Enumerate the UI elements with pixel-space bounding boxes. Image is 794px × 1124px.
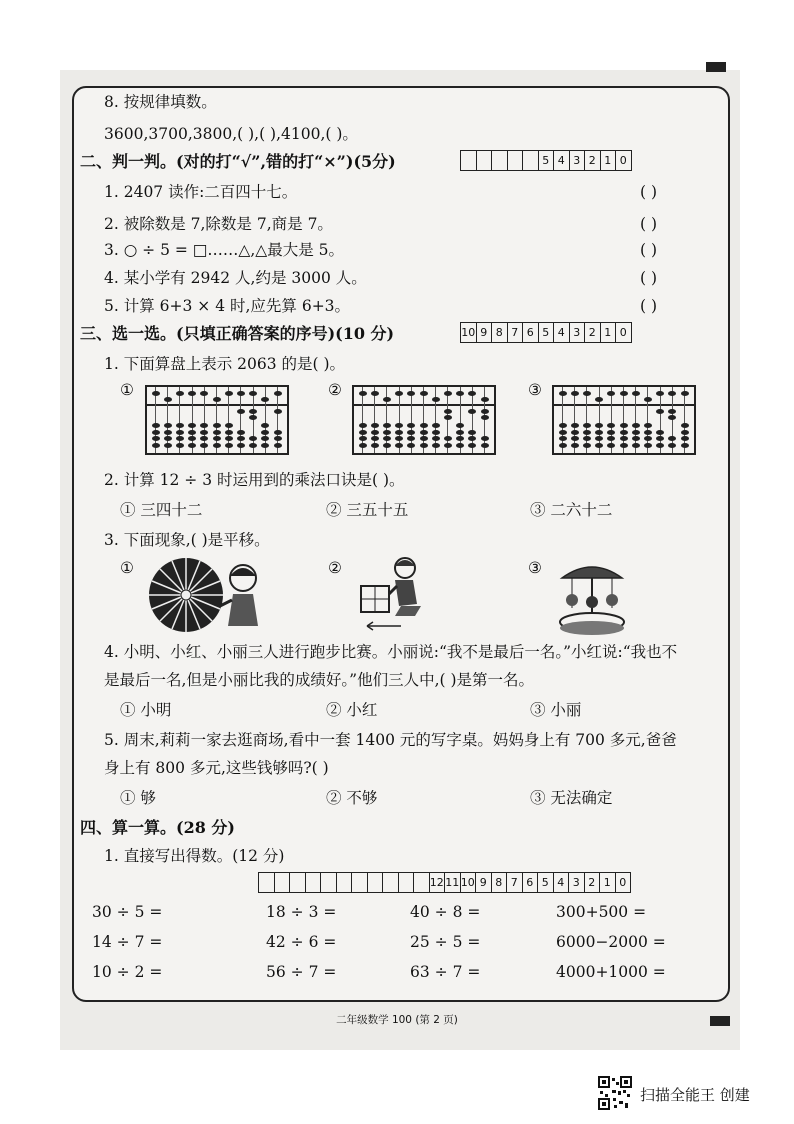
abacus-bead bbox=[164, 443, 172, 448]
option-label: ② bbox=[328, 559, 342, 577]
q3-5-option-3: ③ 无法确定 bbox=[530, 789, 613, 807]
abacus-bead bbox=[383, 430, 391, 435]
abacus-bead bbox=[559, 423, 567, 428]
section3-title: 三、选一选。(只填正确答案的序号)(10 分) bbox=[80, 324, 395, 343]
abacus-bead bbox=[620, 436, 628, 441]
abacus-bead bbox=[237, 436, 245, 441]
abacus-bead bbox=[481, 397, 489, 402]
wheel-illustration bbox=[148, 554, 268, 636]
abacus-bead bbox=[395, 430, 403, 435]
q3-4-option-1: ① 小明 bbox=[120, 701, 172, 719]
abacus-bead bbox=[456, 430, 464, 435]
abacus-bead bbox=[213, 397, 221, 402]
abacus-bead bbox=[164, 430, 172, 435]
abacus-bead bbox=[468, 436, 476, 441]
abacus-bead bbox=[176, 430, 184, 435]
abacus-bead bbox=[395, 443, 403, 448]
abacus-bead bbox=[668, 443, 676, 448]
q3-4-line2: 是最后一名,但是小丽比我的成绩好。”他们三人中,( )是第一名。 bbox=[104, 671, 535, 689]
abacus-bead bbox=[213, 430, 221, 435]
q3-5-option-1: ① 够 bbox=[120, 789, 156, 807]
judge-item-5: 5. 计算 6+3 × 4 时,应先算 6+3。 bbox=[104, 297, 351, 315]
abacus-bead bbox=[571, 436, 579, 441]
abacus-bead bbox=[395, 391, 403, 396]
abacus-bead bbox=[681, 391, 689, 396]
q3-5-option-2: ② 不够 bbox=[326, 789, 378, 807]
abacus-bead bbox=[188, 423, 196, 428]
abacus-bead bbox=[632, 423, 640, 428]
calc-item: 25 ÷ 5 = bbox=[410, 933, 481, 951]
abacus-3 bbox=[552, 385, 696, 455]
calc-item: 14 ÷ 7 = bbox=[92, 933, 163, 951]
abacus-bead bbox=[583, 436, 591, 441]
abacus-bead bbox=[176, 391, 184, 396]
q8-sequence: 3600,3700,3800,( ),( ),4100,( )。 bbox=[104, 125, 358, 143]
abacus-bead bbox=[407, 443, 415, 448]
calc-item: 56 ÷ 7 = bbox=[266, 963, 337, 981]
abacus-bead bbox=[225, 443, 233, 448]
option-label: ① bbox=[120, 559, 134, 577]
abacus-bead bbox=[632, 443, 640, 448]
abacus-bead bbox=[420, 430, 428, 435]
section4-sub1: 1. 直接写出得数。(12 分) bbox=[104, 847, 285, 865]
abacus-bead bbox=[456, 423, 464, 428]
abacus-bead bbox=[176, 423, 184, 428]
qr-code-icon bbox=[598, 1076, 632, 1110]
abacus-bead bbox=[432, 397, 440, 402]
abacus-bead bbox=[481, 436, 489, 441]
abacus-bead bbox=[237, 443, 245, 448]
abacus-bead bbox=[395, 423, 403, 428]
section4-score-box: 12 11 10 9 8 7 6 5 4 3 2 1 0 bbox=[258, 872, 631, 893]
abacus-bead bbox=[225, 423, 233, 428]
judge-item-2: 2. 被除数是 7,除数是 7,商是 7。 bbox=[104, 215, 333, 233]
calc-item: 300+500 = bbox=[556, 903, 647, 921]
calc-item: 6000−2000 = bbox=[556, 933, 666, 951]
abacus-bead bbox=[261, 397, 269, 402]
abacus-bead bbox=[383, 443, 391, 448]
abacus-bead bbox=[359, 443, 367, 448]
abacus-bead bbox=[432, 430, 440, 435]
abacus-bead bbox=[188, 436, 196, 441]
option-label: ③ bbox=[528, 559, 542, 577]
q3-2-text: 2. 计算 12 ÷ 3 时运用到的乘法口诀是( )。 bbox=[104, 471, 405, 489]
abacus-bead bbox=[237, 391, 245, 396]
abacus-bead bbox=[383, 397, 391, 402]
abacus-bead bbox=[632, 430, 640, 435]
calc-item: 4000+1000 = bbox=[556, 963, 666, 981]
abacus-bead bbox=[571, 430, 579, 435]
calc-item: 10 ÷ 2 = bbox=[92, 963, 163, 981]
abacus-bead bbox=[188, 391, 196, 396]
abacus-bead bbox=[644, 443, 652, 448]
abacus-bead bbox=[668, 391, 676, 396]
answer-paren[interactable]: ( ) bbox=[640, 269, 658, 287]
scanner-brand-text: 扫描全能王 创建 bbox=[640, 1086, 750, 1104]
abacus-bead bbox=[432, 436, 440, 441]
abacus-bead bbox=[261, 443, 269, 448]
calc-item: 30 ÷ 5 = bbox=[92, 903, 163, 921]
q3-4-option-2: ② 小红 bbox=[326, 701, 378, 719]
abacus-bead bbox=[481, 443, 489, 448]
abacus-bead bbox=[644, 423, 652, 428]
abacus-bead bbox=[583, 423, 591, 428]
abacus-bead bbox=[583, 391, 591, 396]
abacus-bead bbox=[225, 391, 233, 396]
abacus-bead bbox=[681, 423, 689, 428]
option-label: ① bbox=[120, 381, 134, 399]
abacus-bead bbox=[559, 430, 567, 435]
abacus-bead bbox=[656, 391, 664, 396]
registration-mark-top bbox=[706, 62, 726, 72]
abacus-bead bbox=[420, 423, 428, 428]
option-label: ③ bbox=[528, 381, 542, 399]
abacus-bead bbox=[359, 436, 367, 441]
q8-title: 8. 按规律填数。 bbox=[104, 93, 217, 111]
abacus-bead bbox=[200, 443, 208, 448]
carousel-illustration bbox=[556, 556, 628, 638]
abacus-bead bbox=[200, 436, 208, 441]
abacus-bead bbox=[395, 436, 403, 441]
abacus-bead bbox=[595, 443, 603, 448]
abacus-bead bbox=[152, 423, 160, 428]
abacus-bead bbox=[176, 436, 184, 441]
abacus-bead bbox=[571, 443, 579, 448]
abacus-bead bbox=[261, 423, 269, 428]
abacus-bead bbox=[632, 436, 640, 441]
abacus-bead bbox=[644, 436, 652, 441]
abacus-bead bbox=[444, 415, 452, 420]
abacus-bead bbox=[595, 423, 603, 428]
answer-paren[interactable]: ( ) bbox=[640, 183, 658, 201]
abacus-bead bbox=[164, 397, 172, 402]
abacus-bead bbox=[200, 391, 208, 396]
abacus-bead bbox=[583, 443, 591, 448]
q3-2-option-1: ① 三四十二 bbox=[120, 501, 203, 519]
abacus-bead bbox=[225, 430, 233, 435]
abacus-bead bbox=[620, 430, 628, 435]
abacus-bead bbox=[237, 430, 245, 435]
abacus-bead bbox=[237, 409, 245, 414]
answer-paren[interactable]: ( ) bbox=[640, 297, 658, 315]
judge-item-3: 3. ○ ÷ 5 = □……△,△最大是 5。 bbox=[104, 241, 344, 259]
abacus-1 bbox=[145, 385, 289, 455]
abacus-bead bbox=[420, 436, 428, 441]
abacus-bead bbox=[456, 391, 464, 396]
abacus-bead bbox=[152, 443, 160, 448]
abacus-bead bbox=[164, 423, 172, 428]
abacus-bead bbox=[468, 391, 476, 396]
calc-item: 40 ÷ 8 = bbox=[410, 903, 481, 921]
abacus-bead bbox=[656, 430, 664, 435]
abacus-bead bbox=[668, 409, 676, 414]
abacus-bead bbox=[668, 436, 676, 441]
abacus-bead bbox=[559, 391, 567, 396]
abacus-bead bbox=[407, 391, 415, 396]
abacus-bead bbox=[432, 443, 440, 448]
abacus-bead bbox=[681, 443, 689, 448]
abacus-bead bbox=[444, 443, 452, 448]
calc-item: 42 ÷ 6 = bbox=[266, 933, 337, 951]
judge-item-1: 1. 2407 读作:二百四十七。 bbox=[104, 183, 298, 201]
abacus-bead bbox=[249, 409, 257, 414]
abacus-bead bbox=[481, 415, 489, 420]
abacus-bead bbox=[371, 436, 379, 441]
abacus-bead bbox=[607, 436, 615, 441]
abacus-bead bbox=[188, 443, 196, 448]
abacus-bead bbox=[152, 430, 160, 435]
abacus-bead bbox=[607, 391, 615, 396]
abacus-bead bbox=[595, 430, 603, 435]
abacus-bead bbox=[407, 423, 415, 428]
abacus-bead bbox=[407, 430, 415, 435]
abacus-bead bbox=[420, 443, 428, 448]
abacus-bead bbox=[656, 443, 664, 448]
abacus-bead bbox=[444, 436, 452, 441]
abacus-bead bbox=[249, 443, 257, 448]
abacus-bead bbox=[444, 409, 452, 414]
abacus-bead bbox=[559, 443, 567, 448]
abacus-bead bbox=[213, 423, 221, 428]
section3-score-box: 10 9 8 7 6 5 4 3 2 1 0 bbox=[460, 322, 632, 343]
abacus-bead bbox=[571, 391, 579, 396]
abacus-bead bbox=[383, 423, 391, 428]
abacus-bead bbox=[359, 391, 367, 396]
abacus-bead bbox=[274, 391, 282, 396]
q3-3-text: 3. 下面现象,( )是平移。 bbox=[104, 531, 270, 549]
abacus-bead bbox=[559, 436, 567, 441]
abacus-bead bbox=[371, 430, 379, 435]
abacus-bead bbox=[681, 436, 689, 441]
abacus-bead bbox=[200, 423, 208, 428]
abacus-bead bbox=[152, 391, 160, 396]
abacus-bead bbox=[420, 391, 428, 396]
abacus-bead bbox=[371, 391, 379, 396]
abacus-bead bbox=[444, 391, 452, 396]
abacus-bead bbox=[656, 436, 664, 441]
abacus-bead bbox=[595, 397, 603, 402]
abacus-bead bbox=[583, 430, 591, 435]
judge-item-4: 4. 某小学有 2942 人,约是 3000 人。 bbox=[104, 269, 367, 287]
abacus-bead bbox=[607, 423, 615, 428]
abacus-bead bbox=[607, 443, 615, 448]
abacus-bead bbox=[359, 423, 367, 428]
answer-paren[interactable]: ( ) bbox=[640, 241, 658, 259]
abacus-bead bbox=[656, 409, 664, 414]
abacus-bead bbox=[371, 423, 379, 428]
abacus-bead bbox=[274, 409, 282, 414]
abacus-bead bbox=[632, 391, 640, 396]
abacus-bead bbox=[644, 430, 652, 435]
abacus-bead bbox=[383, 436, 391, 441]
abacus-bead bbox=[261, 436, 269, 441]
abacus-bead bbox=[607, 430, 615, 435]
q3-5-line1: 5. 周末,莉莉一家去逛商场,看中一套 1400 元的写字桌。妈妈身上有 700 多元,爸爸 bbox=[104, 731, 677, 749]
abacus-bead bbox=[274, 430, 282, 435]
abacus-bead bbox=[668, 415, 676, 420]
q3-1-text: 1. 下面算盘上表示 2063 的是( )。 bbox=[104, 355, 346, 373]
option-label: ② bbox=[328, 381, 342, 399]
section4-title: 四、算一算。(28 分) bbox=[80, 818, 235, 837]
abacus-bead bbox=[274, 443, 282, 448]
section2-score-box: 5 4 3 2 1 0 bbox=[460, 150, 632, 171]
section2-title: 二、判一判。(对的打“√”,错的打“×”)(5分) bbox=[80, 152, 396, 171]
abacus-bead bbox=[213, 443, 221, 448]
abacus-bead bbox=[249, 391, 257, 396]
q3-4-line1: 4. 小明、小红、小丽三人进行跑步比赛。小丽说:“我不是最后一名。”小红说:“我也不 bbox=[104, 643, 678, 661]
calc-item: 18 ÷ 3 = bbox=[266, 903, 337, 921]
abacus-bead bbox=[164, 436, 172, 441]
abacus-bead bbox=[481, 409, 489, 414]
abacus-bead bbox=[261, 430, 269, 435]
abacus-bead bbox=[681, 430, 689, 435]
abacus-bead bbox=[176, 443, 184, 448]
abacus-bead bbox=[468, 409, 476, 414]
abacus-bead bbox=[432, 423, 440, 428]
answer-paren[interactable]: ( ) bbox=[640, 215, 658, 233]
q3-5-line2: 身上有 800 多元,这些钱够吗?( ) bbox=[104, 759, 329, 777]
abacus-bead bbox=[644, 397, 652, 402]
q3-2-option-2: ② 三五十五 bbox=[326, 501, 409, 519]
abacus-bead bbox=[407, 436, 415, 441]
q3-2-option-3: ③ 二六十二 bbox=[530, 501, 613, 519]
abacus-bead bbox=[620, 391, 628, 396]
pushing-box-illustration bbox=[355, 554, 435, 634]
abacus-bead bbox=[152, 436, 160, 441]
abacus-bead bbox=[620, 423, 628, 428]
abacus-2 bbox=[352, 385, 496, 455]
abacus-bead bbox=[200, 430, 208, 435]
abacus-bead bbox=[571, 423, 579, 428]
abacus-bead bbox=[249, 415, 257, 420]
q3-4-option-3: ③ 小丽 bbox=[530, 701, 582, 719]
abacus-bead bbox=[188, 430, 196, 435]
page-footer: 二年级数学 100 (第 2 页) bbox=[336, 1014, 458, 1026]
abacus-bead bbox=[359, 430, 367, 435]
abacus-bead bbox=[468, 443, 476, 448]
abacus-bead bbox=[371, 443, 379, 448]
abacus-bead bbox=[274, 436, 282, 441]
abacus-bead bbox=[620, 443, 628, 448]
abacus-bead bbox=[456, 443, 464, 448]
abacus-bead bbox=[468, 430, 476, 435]
abacus-bead bbox=[225, 436, 233, 441]
abacus-bead bbox=[249, 436, 257, 441]
calc-item: 63 ÷ 7 = bbox=[410, 963, 481, 981]
abacus-bead bbox=[456, 436, 464, 441]
abacus-bead bbox=[213, 436, 221, 441]
abacus-bead bbox=[595, 436, 603, 441]
